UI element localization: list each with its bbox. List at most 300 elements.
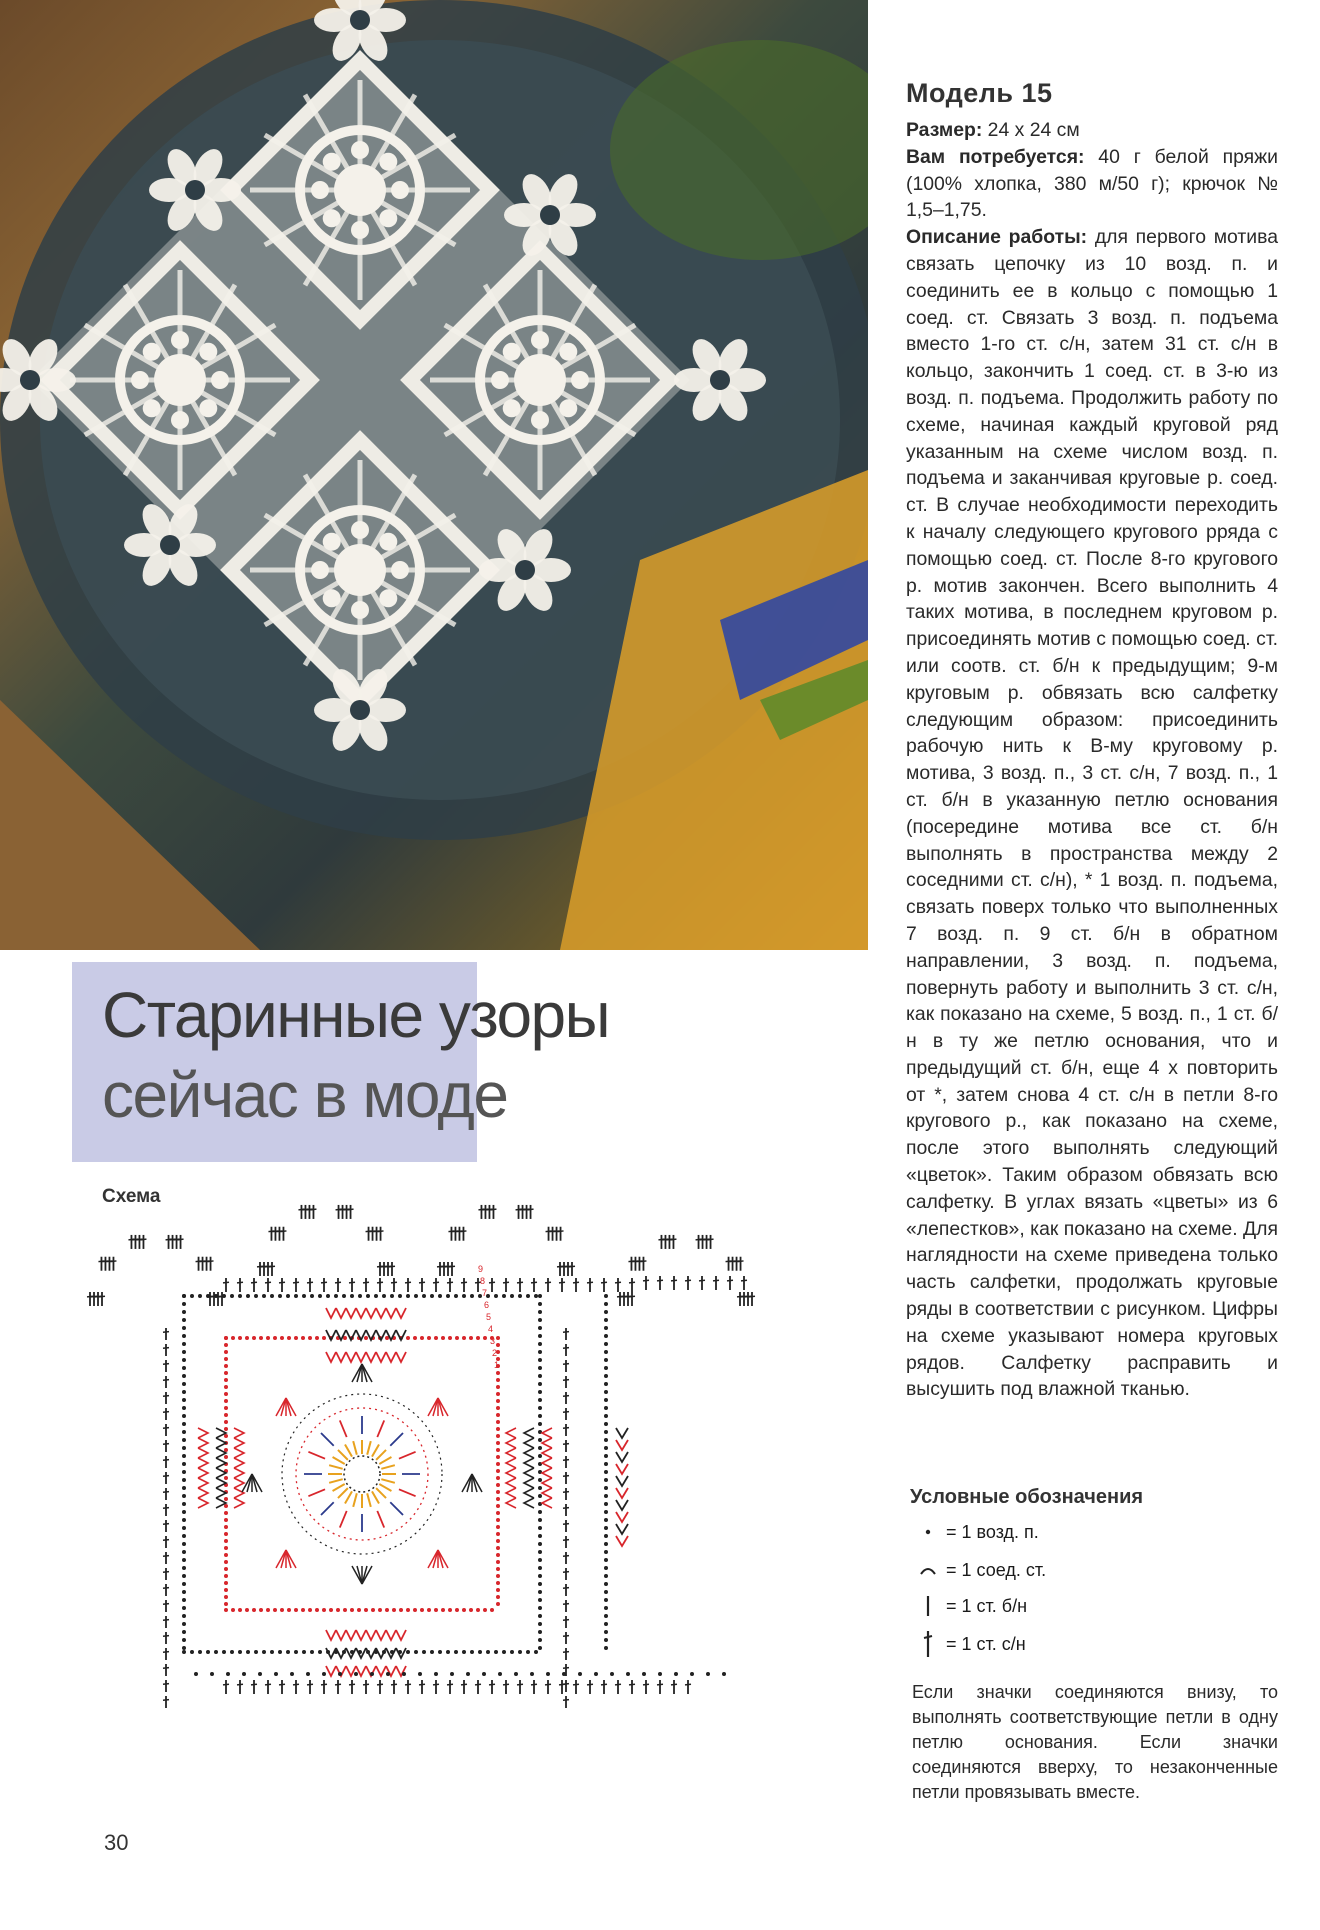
chain-stitch-dot	[182, 1422, 186, 1426]
chain-stitch-dot	[182, 1342, 186, 1346]
chain-stitch-dot	[454, 1650, 458, 1654]
chain-stitch-dot	[224, 1364, 228, 1368]
chain-stitch-dot	[413, 1336, 417, 1340]
stitch-cross	[741, 1280, 747, 1281]
chain-stitch-dot	[198, 1294, 202, 1298]
chain-stitch-dot	[399, 1608, 403, 1612]
stitch-cross	[391, 1684, 397, 1685]
chain-stitch-dot	[538, 1438, 542, 1442]
chain-stitch-dot	[462, 1650, 466, 1654]
chain-stitch-dot	[224, 1378, 228, 1382]
stitch-cross	[237, 1684, 243, 1685]
chain-stitch-dot	[386, 1672, 390, 1676]
chain-stitch-dot	[182, 1350, 186, 1354]
stitch-vee	[616, 1524, 628, 1534]
row-number: 8	[480, 1276, 486, 1286]
chain-stitch-dot	[420, 1336, 424, 1340]
chain-stitch-dot	[430, 1294, 434, 1298]
stitch-cross	[163, 1364, 169, 1365]
chain-stitch-dot	[562, 1672, 566, 1676]
stitch-bar	[338, 1488, 348, 1498]
stitch-cross	[163, 1684, 169, 1685]
chain-stitch-dot	[182, 1646, 186, 1650]
chain-stitch-dot	[469, 1336, 473, 1340]
chain-stitch-dot	[302, 1650, 306, 1654]
chain-stitch-dot	[434, 1608, 438, 1612]
stitch-cross	[163, 1444, 169, 1445]
stitch-vee	[366, 1352, 376, 1362]
chain-stitch-dot	[182, 1502, 186, 1506]
chain-stitch-dot	[198, 1650, 202, 1654]
center-ring	[344, 1456, 380, 1492]
stitch-vee	[234, 1438, 244, 1448]
chain-stitch-dot	[378, 1608, 382, 1612]
stitch-cross	[643, 1684, 649, 1685]
chain-stitch-dot	[496, 1420, 500, 1424]
stitch-vee	[616, 1488, 628, 1498]
legend-text: = 1 соед. ст.	[946, 1559, 1047, 1580]
chain-stitch-dot	[604, 1358, 608, 1362]
chain-stitch-dot	[454, 1294, 458, 1298]
stitch-cross	[163, 1492, 169, 1493]
chain-stitch-dot	[224, 1595, 228, 1599]
stitch-vee	[326, 1648, 336, 1658]
chain-stitch-dot	[224, 1455, 228, 1459]
chain-stitch-dot	[604, 1646, 608, 1650]
stitch-cross	[563, 1556, 569, 1557]
chain-stitch-dot	[182, 1470, 186, 1474]
chain-stitch-dot	[182, 1566, 186, 1570]
chain-stitch-dot	[306, 1672, 310, 1676]
chain-stitch-dot	[273, 1336, 277, 1340]
stitch-bar	[345, 1491, 352, 1503]
chain-stitch-dot	[604, 1390, 608, 1394]
chain-stitch-dot	[441, 1608, 445, 1612]
chain-stitch-dot	[301, 1608, 305, 1612]
legend-item-slip-stitch	[910, 1554, 1046, 1586]
stitch-vee	[346, 1352, 356, 1362]
stitch-bar	[333, 1484, 345, 1491]
legend-text: = 1 возд. п.	[946, 1521, 1039, 1542]
stitch-vee	[216, 1438, 226, 1448]
row-number: 1	[494, 1360, 500, 1370]
stitch-cross	[269, 1266, 275, 1267]
chain-stitch-dot	[538, 1414, 542, 1418]
stitch-vee	[396, 1352, 406, 1362]
stitch-cross	[110, 1261, 116, 1262]
stitch-cross	[573, 1684, 579, 1685]
chain-stitch-dot	[371, 1608, 375, 1612]
stitch-bar	[399, 1452, 416, 1459]
chain-stitch-dot	[604, 1462, 608, 1466]
chain-stitch-dot	[534, 1294, 538, 1298]
needs-paragraph	[906, 144, 1278, 224]
chain-stitch-dot	[224, 1476, 228, 1480]
chain-stitch-dot	[538, 1598, 542, 1602]
chain-stitch-dot	[510, 1294, 514, 1298]
stitch-cross	[378, 1231, 384, 1232]
chain-stitch-dot	[604, 1606, 608, 1610]
chain-stitch-dot	[334, 1294, 338, 1298]
chain-stitch-dot	[406, 1294, 410, 1298]
stitch-bar	[381, 1465, 395, 1469]
stitch-cross	[219, 1296, 225, 1297]
chain-stitch-dot	[604, 1502, 608, 1506]
legend-item-single-crochet	[910, 1590, 1027, 1622]
stitch-vee	[616, 1452, 628, 1462]
stitch-vee	[506, 1468, 516, 1478]
stitch-cross	[377, 1684, 383, 1685]
stitch-bar	[338, 1450, 348, 1460]
chain-stitch-dot	[182, 1374, 186, 1378]
chain-stitch-dot	[658, 1672, 662, 1676]
chain-stitch-dot	[496, 1378, 500, 1382]
stitch-vee	[216, 1488, 226, 1498]
chain-stitch-dot	[476, 1608, 480, 1612]
stitch-vee	[506, 1458, 516, 1468]
needs-value: 40 г белой пряжи (100% хлопка, 380 м/50 г); крючок № 1,5–1,75.	[906, 145, 1278, 222]
stitch-vee	[234, 1448, 244, 1458]
stitch-vee	[616, 1512, 628, 1522]
chain-stitch-dot	[502, 1650, 506, 1654]
stitch-vee	[524, 1478, 534, 1488]
chain-stitch-dot	[224, 1504, 228, 1508]
chain-stitch-dot	[434, 1336, 438, 1340]
chain-stitch-dot	[224, 1539, 228, 1543]
chain-stitch-dot	[594, 1672, 598, 1676]
stitch-bar	[321, 1502, 334, 1515]
chain-stitch-dot	[266, 1608, 270, 1612]
stitch-cross	[377, 1282, 383, 1283]
chain-stitch-dot	[446, 1294, 450, 1298]
chain-stitch-dot	[270, 1294, 274, 1298]
chain-stitch-dot	[462, 1294, 466, 1298]
chain-stitch-dot	[604, 1526, 608, 1530]
chain-stitch-dot	[427, 1608, 431, 1612]
chain-stitch-dot	[496, 1490, 500, 1494]
chain-stitch-dot	[259, 1336, 263, 1340]
chain-stitch-dot	[224, 1553, 228, 1557]
chain-stitch-dot	[252, 1336, 256, 1340]
stitch-vee	[616, 1500, 628, 1510]
stitch-cross	[265, 1282, 271, 1283]
chain-stitch-dot	[538, 1638, 542, 1642]
stitch-vee	[336, 1630, 346, 1640]
chain-stitch-dot	[308, 1608, 312, 1612]
chain-stitch-dot	[182, 1310, 186, 1314]
chain-stitch-dot	[470, 1650, 474, 1654]
stitch-cross	[563, 1700, 569, 1701]
stitch-vee	[616, 1428, 628, 1438]
chain-stitch-dot	[502, 1294, 506, 1298]
chain-stitch-dot	[182, 1550, 186, 1554]
chain-stitch-dot	[604, 1494, 608, 1498]
chain-stitch-dot	[496, 1413, 500, 1417]
stitch-cross	[563, 1540, 569, 1541]
model-title: Модель 15	[906, 78, 1053, 108]
stitch-bar	[329, 1465, 343, 1469]
chain-stitch-dot	[315, 1608, 319, 1612]
stitch-vee	[376, 1308, 386, 1318]
chain-stitch-dot	[510, 1650, 514, 1654]
stitch-bar	[390, 1502, 403, 1515]
chain-stitch-dot	[224, 1608, 228, 1612]
chain-stitch-dot	[224, 1350, 228, 1354]
stitch-vee	[542, 1488, 552, 1498]
stitch-cross	[671, 1280, 677, 1281]
chain-stitch-dot	[329, 1608, 333, 1612]
chain-stitch-dot	[402, 1672, 406, 1676]
chain-stitch-dot	[604, 1638, 608, 1642]
chain-stitch-dot	[538, 1550, 542, 1554]
stitch-cross	[280, 1231, 286, 1232]
chain-stitch-dot	[604, 1446, 608, 1450]
stitch-bar	[321, 1433, 334, 1446]
chain-stitch-dot	[538, 1390, 542, 1394]
stitch-vee	[396, 1308, 406, 1318]
stitch-vee	[234, 1458, 244, 1468]
chain-stitch-dot	[604, 1302, 608, 1306]
chain-stitch-dot	[238, 1336, 242, 1340]
chain-stitch-dot	[470, 1294, 474, 1298]
stitch-cross	[363, 1684, 369, 1685]
legend-item-chain	[910, 1516, 1039, 1548]
stitch-vee	[198, 1458, 208, 1468]
chain-stitch-dot	[604, 1550, 608, 1554]
chain-stitch-dot	[496, 1441, 500, 1445]
stitch-vee	[506, 1478, 516, 1488]
stitch-cross	[657, 1684, 663, 1685]
chain-stitch-dot	[182, 1294, 186, 1298]
chain-stitch-dot	[326, 1294, 330, 1298]
chain-stitch-dot	[496, 1392, 500, 1396]
stitch-cross	[208, 1261, 214, 1262]
stitch-bar	[372, 1491, 379, 1503]
chain-stitch-dot	[418, 1672, 422, 1676]
chain-stitch-dot	[462, 1608, 466, 1612]
stitch-vee	[396, 1630, 406, 1640]
stitch-bar	[353, 1441, 357, 1455]
chain-stitch-dot	[246, 1294, 250, 1298]
chain-stitch-dot	[350, 1294, 354, 1298]
chain-stitch-dot	[342, 1294, 346, 1298]
stitch-vee	[234, 1478, 244, 1488]
chain-stitch-dot	[182, 1614, 186, 1618]
stitch-vee	[506, 1438, 516, 1448]
stitch-cross	[163, 1620, 169, 1621]
stitch-vee	[346, 1308, 356, 1318]
chain-stitch-dot	[318, 1650, 322, 1654]
chain-stitch-dot	[252, 1608, 256, 1612]
stitch-vee	[386, 1630, 396, 1640]
chain-stitch-dot	[224, 1532, 228, 1536]
stitch-vee	[376, 1666, 386, 1676]
stitch-vee	[542, 1448, 552, 1458]
stitch-vee	[356, 1630, 366, 1640]
chain-stitch-dot	[604, 1478, 608, 1482]
chain-stitch-dot	[496, 1518, 500, 1522]
stitch-cross	[503, 1282, 509, 1283]
stitch-cross	[237, 1282, 243, 1283]
row-number: 6	[484, 1300, 490, 1310]
chain-stitch-dot	[538, 1398, 542, 1402]
chain-stitch-dot	[182, 1302, 186, 1306]
stitch-cross	[310, 1209, 316, 1210]
stitch-cross	[447, 1684, 453, 1685]
chain-stitch-dot	[182, 1650, 186, 1654]
stitch-vee	[336, 1308, 346, 1318]
stitch-vee	[616, 1464, 628, 1474]
chain-stitch-dot	[182, 1582, 186, 1586]
stitch-cross	[348, 1209, 354, 1210]
chain-stitch-dot	[343, 1608, 347, 1612]
chain-stitch-dot	[214, 1650, 218, 1654]
chain-stitch-dot	[604, 1398, 608, 1402]
chain-stitch-dot	[518, 1650, 522, 1654]
stitch-cross	[563, 1460, 569, 1461]
stitch-cross	[563, 1396, 569, 1397]
stitch-cross	[738, 1261, 744, 1262]
stitch-cross	[449, 1266, 455, 1267]
chain-stitch-dot	[496, 1497, 500, 1501]
stitch-cross	[307, 1282, 313, 1283]
stitch-bar	[377, 1420, 384, 1437]
stitch-vee	[524, 1498, 534, 1508]
chain-stitch-dot	[354, 1672, 358, 1676]
chain-stitch-dot	[538, 1526, 542, 1530]
chain-stitch-dot	[538, 1446, 542, 1450]
stitch-vee	[376, 1630, 386, 1640]
stitch-cross	[587, 1282, 593, 1283]
chain-stitch-dot	[182, 1326, 186, 1330]
stitch-cross	[531, 1282, 537, 1283]
chain-stitch-dot	[238, 1608, 242, 1612]
stitch-vee	[616, 1536, 628, 1546]
chain-stitch-dot	[538, 1614, 542, 1618]
stitch-cross	[433, 1684, 439, 1685]
stitch-cross	[163, 1700, 169, 1701]
stitch-vee	[198, 1468, 208, 1478]
article-column	[906, 78, 1278, 1403]
stitch-cross	[601, 1684, 607, 1685]
chain-stitch-dot	[538, 1318, 542, 1322]
stitch-cross	[163, 1508, 169, 1509]
chain-stitch-dot	[182, 1558, 186, 1562]
chain-stitch-dot	[526, 1650, 530, 1654]
chain-stitch-dot	[392, 1608, 396, 1612]
stitch-cross	[517, 1282, 523, 1283]
chain-stitch-dot	[496, 1581, 500, 1585]
stitch-cross	[489, 1684, 495, 1685]
stitch-cross	[545, 1684, 551, 1685]
stitch-cross	[163, 1428, 169, 1429]
chain-stitch-dot	[538, 1558, 542, 1562]
stitch-cross	[389, 1266, 395, 1267]
stitch-vee	[542, 1498, 552, 1508]
chain-stitch-dot	[182, 1510, 186, 1514]
chain-stitch-dot	[182, 1574, 186, 1578]
stitch-cross	[419, 1282, 425, 1283]
chain-stitch-dot	[538, 1382, 542, 1386]
chain-stitch-dot	[538, 1358, 542, 1362]
stitch-bar	[376, 1488, 386, 1498]
chain-stitch-dot	[206, 1650, 210, 1654]
chain-stitch-dot	[604, 1574, 608, 1578]
chain-stitch-dot	[286, 1294, 290, 1298]
stitch-cross	[601, 1282, 607, 1283]
stitch-vee	[326, 1352, 336, 1362]
chain-stitch-dot	[190, 1650, 194, 1654]
stitch-cross	[163, 1396, 169, 1397]
stitch-vee	[356, 1352, 366, 1362]
chain-stitch-dot	[455, 1336, 459, 1340]
chain-stitch-dot	[374, 1294, 378, 1298]
chain-stitch-dot	[496, 1504, 500, 1508]
stitch-cross	[163, 1604, 169, 1605]
chain-stitch-dot	[224, 1371, 228, 1375]
chain-stitch-dot	[350, 1608, 354, 1612]
stitch-bar	[333, 1457, 345, 1464]
chain-stitch-dot	[538, 1510, 542, 1514]
chain-stitch-dot	[210, 1672, 214, 1676]
chain-stitch-dot	[390, 1294, 394, 1298]
chain-stitch-dot	[278, 1650, 282, 1654]
chain-stitch-dot	[315, 1336, 319, 1340]
stitch-vee	[198, 1428, 208, 1438]
chain-stitch-dot	[538, 1302, 542, 1306]
chain-stitch-dot	[496, 1399, 500, 1403]
stitch-cross	[279, 1684, 285, 1685]
stitch-vee	[336, 1648, 346, 1658]
stitch-cross	[163, 1636, 169, 1637]
chain-stitch-dot	[496, 1336, 500, 1340]
chain-stitch-dot	[262, 1294, 266, 1298]
chain-stitch-dot	[538, 1582, 542, 1586]
chain-stitch-dot	[496, 1371, 500, 1375]
chain-stitch-dot	[604, 1590, 608, 1594]
chain-stitch-dot	[538, 1606, 542, 1610]
stitch-cross	[475, 1684, 481, 1685]
page-number: 30	[104, 1830, 129, 1855]
stitch-cross	[685, 1684, 691, 1685]
stitch-vee	[616, 1440, 628, 1450]
stitch-vee	[198, 1488, 208, 1498]
chain-stitch-dot	[224, 1406, 228, 1410]
stitch-cross	[629, 1282, 635, 1283]
stitch-vee	[376, 1330, 386, 1340]
needs-label: Вам потребуется:	[906, 145, 1085, 168]
chain-stitch-dot	[604, 1582, 608, 1586]
chain-stitch-dot	[604, 1558, 608, 1562]
stitch-cross	[279, 1282, 285, 1283]
chain-stitch-dot	[301, 1336, 305, 1340]
stitch-cross	[163, 1588, 169, 1589]
chain-stitch-dot	[224, 1588, 228, 1592]
stitch-cross	[558, 1231, 564, 1232]
stitch-cross	[163, 1556, 169, 1557]
stitch-cross	[563, 1348, 569, 1349]
chain-stitch-dot	[182, 1414, 186, 1418]
chain-stitch-dot	[604, 1334, 608, 1338]
chain-stitch-dot	[538, 1406, 542, 1410]
stitch-cross	[671, 1684, 677, 1685]
stitch-cross	[163, 1332, 169, 1333]
chain-stitch-dot	[294, 1608, 298, 1612]
stitch-vee	[366, 1630, 376, 1640]
chain-stitch-dot	[182, 1406, 186, 1410]
chain-stitch-dot	[496, 1483, 500, 1487]
stitch-cross	[517, 1684, 523, 1685]
